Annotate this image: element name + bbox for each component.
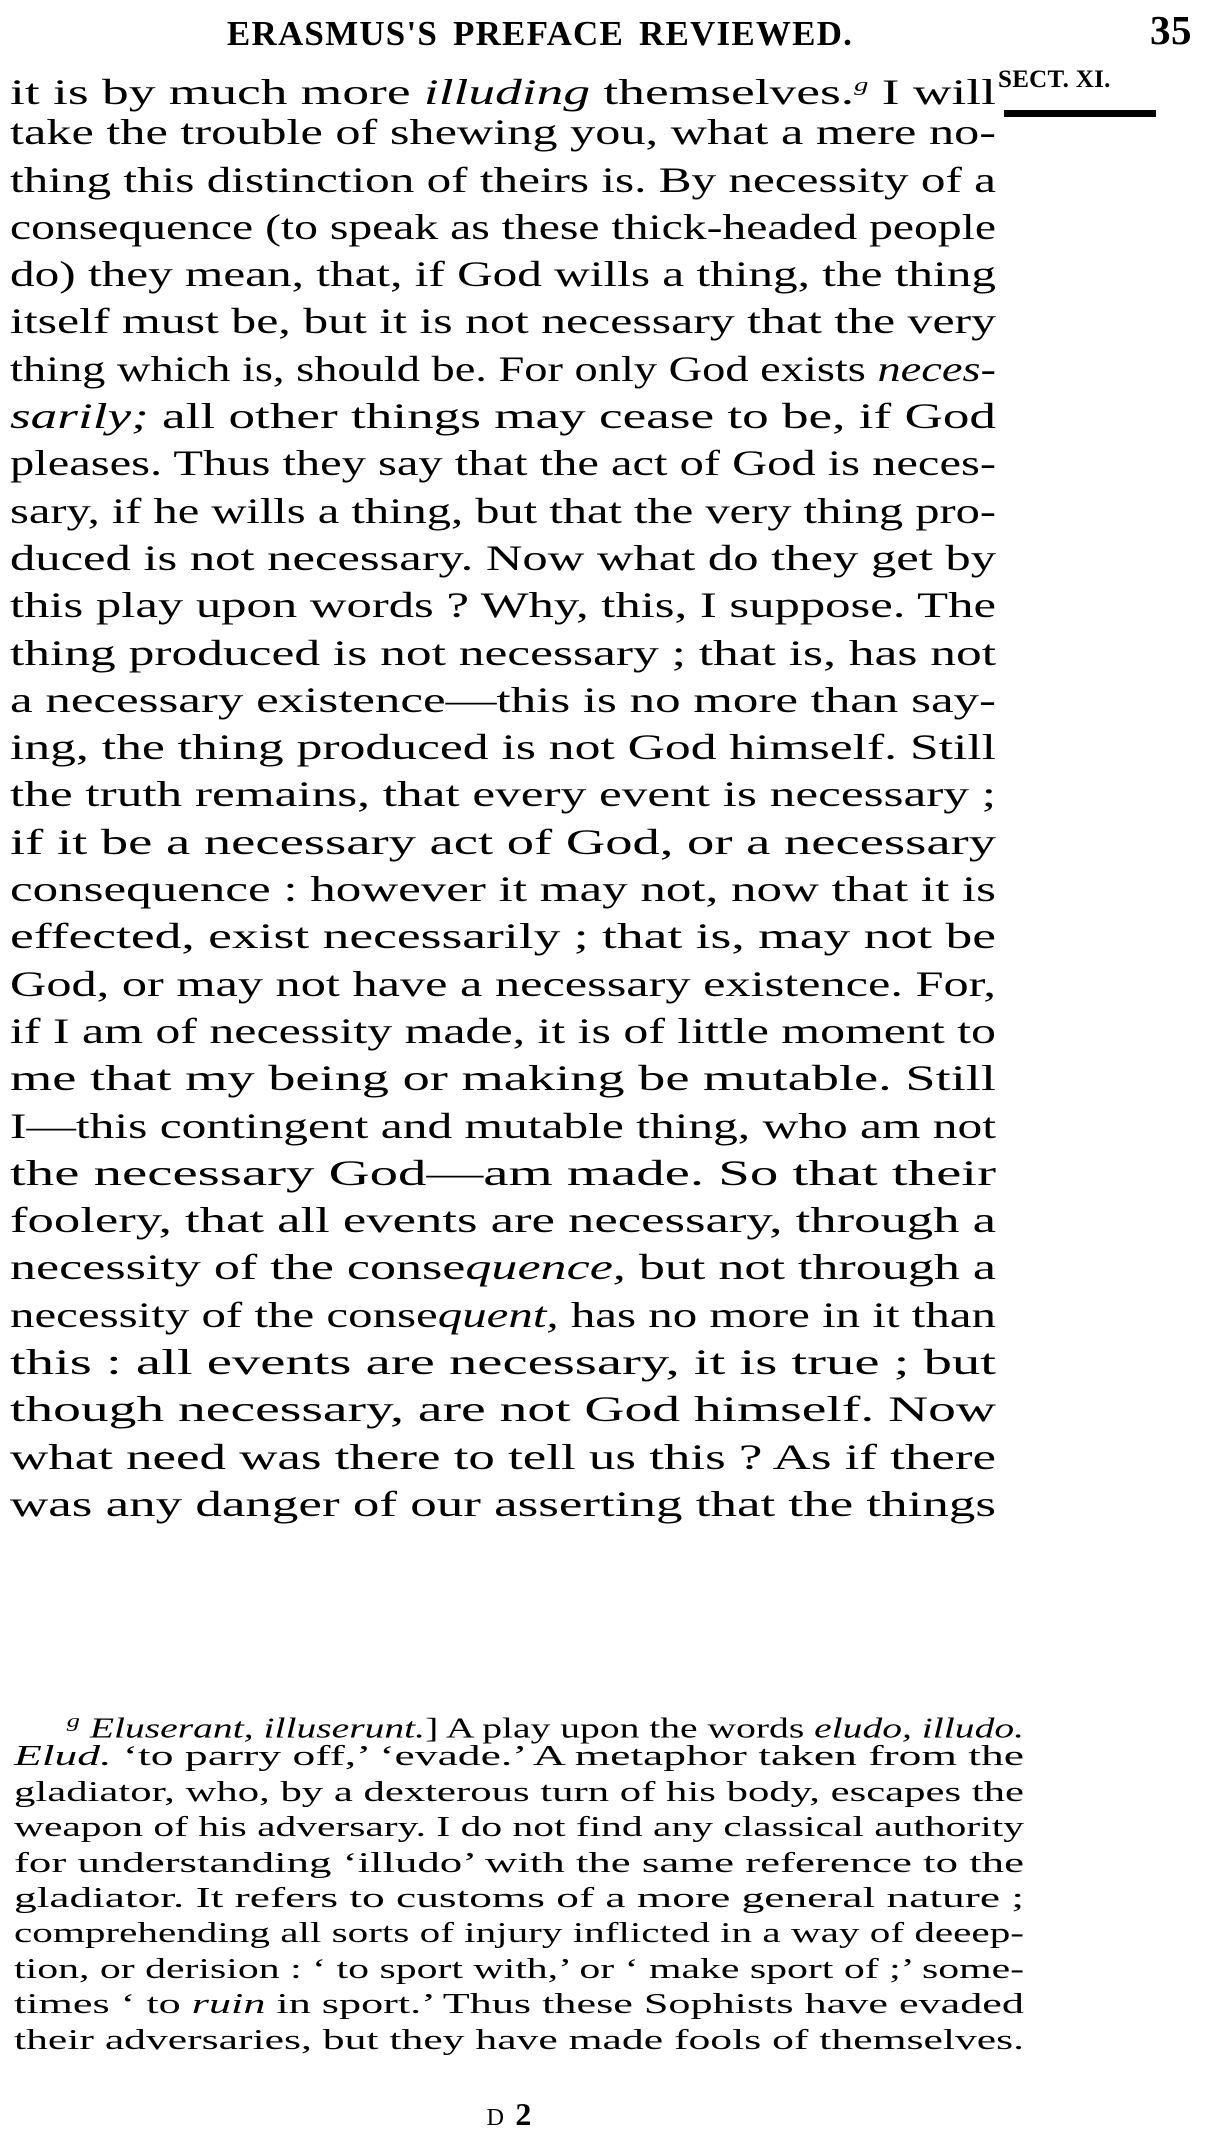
footnote-block [14, 1704, 1024, 2058]
text-line: sarily; all other things may cease to be, if God [10, 396, 996, 437]
page-number: 35 [1150, 7, 1192, 53]
signature-number: 2 [515, 2096, 534, 2132]
text-line: times ‘ to ruin in sport.’ Thus these Sophists have evaded [14, 1989, 1024, 2021]
text-line: their adversaries, but they have made fools of themselves. [14, 2024, 1025, 2056]
text-line: foolery, that all events are necessary, through a [10, 1200, 997, 1241]
text-line: what need was there to tell us this ? As if there [10, 1436, 997, 1477]
text-line: thing produced is not necessary ; that is, has not [10, 632, 997, 673]
text-line: this play upon words ? Why, this, I suppose. The [10, 585, 996, 626]
text-line: the truth remains, that every event is necessary ; [10, 774, 996, 815]
text-line: gladiator, who, by a dexterous turn of his body, escapes the [14, 1776, 1024, 1808]
text-line: thing this distinction of theirs is. By necessity of a [10, 159, 997, 200]
signature-letter: D [486, 2105, 506, 2131]
text-line: was any danger of our asserting that the things [10, 1483, 996, 1524]
body-text [10, 62, 996, 1528]
sidenote-label: SECT. XI. [998, 66, 1111, 93]
text-line: though necessary, are not God himself. Now [10, 1389, 997, 1430]
text-line: thing which is, should be. For only God exists neces- [10, 348, 996, 389]
text-line: ing, the thing produced is not God himself. Still [10, 727, 996, 768]
text-line: take the trouble of shewing you, what a mere no- [10, 112, 997, 153]
text-line: it is by much more illuding themselves.$^g$ I will [10, 71, 996, 112]
text-line: if I am of necessity made, it is of little moment to [10, 1010, 996, 1051]
page-title: ERASMUS'S PREFACE REVIEWED. [226, 14, 854, 53]
text-line: me that my being or making be mutable. Still [10, 1058, 997, 1099]
text-line: this : all events are necessary, it is true ; but [10, 1342, 997, 1383]
text-line: necessity of the consequence, but not through a [10, 1247, 997, 1288]
text-line: consequence : however it may not, now that it is [10, 869, 997, 910]
text-line: sary, if he wills a thing, but that the very thing pro- [10, 490, 996, 531]
text-line: itself must be, but it is not necessary that the very [10, 301, 997, 342]
text-line: the necessary God—am made. So that their [10, 1152, 997, 1193]
text-line: if it be a necessary act of God, or a necessary [10, 821, 996, 862]
text-line: $^g$ Eluserant, illuserunt.] A play upon the words eludo, illudo. [66, 1711, 1025, 1745]
text-line: effected, exist necessarily ; that is, may not be [10, 916, 996, 957]
text-line: gladiator. It refers to customs of a more general nature ; [14, 1882, 1024, 1914]
running-head [0, 6, 1220, 58]
text-line: consequence (to speak as these thick-headed people [10, 206, 997, 247]
text-line: duced is not necessary. Now what do they get by [10, 537, 997, 578]
text-line: God, or may not have a necessary existence. For, [10, 963, 996, 1004]
text-line: pleases. Thus they say that the act of God is neces- [10, 443, 996, 484]
text-line: weapon of his adversary. I do not find any classical authority [14, 1812, 1025, 1844]
text-line: Elud. ‘to parry off,’ ‘evade.’ A metaphor taken from the [14, 1741, 1025, 1773]
text-line: a necessary existence—this is no more than say- [10, 679, 997, 720]
text-line: necessity of the consequent, has no more in it than [10, 1294, 996, 1335]
signature-mark [0, 2096, 1020, 2133]
text-line: comprehending all sorts of injury inflicted in a way of deeep- [14, 1918, 1024, 1950]
text-line: for understanding ‘illudo’ with the same reference to the [14, 1847, 1024, 1879]
text-line: do) they mean, that, if God wills a thing, the thing [10, 254, 996, 295]
text-line: I—this contingent and mutable thing, who am not [10, 1105, 996, 1146]
text-line: tion, or derision : ‘ to sport with,’ or ‘ make sport of ;’ some- [14, 1953, 1025, 1985]
